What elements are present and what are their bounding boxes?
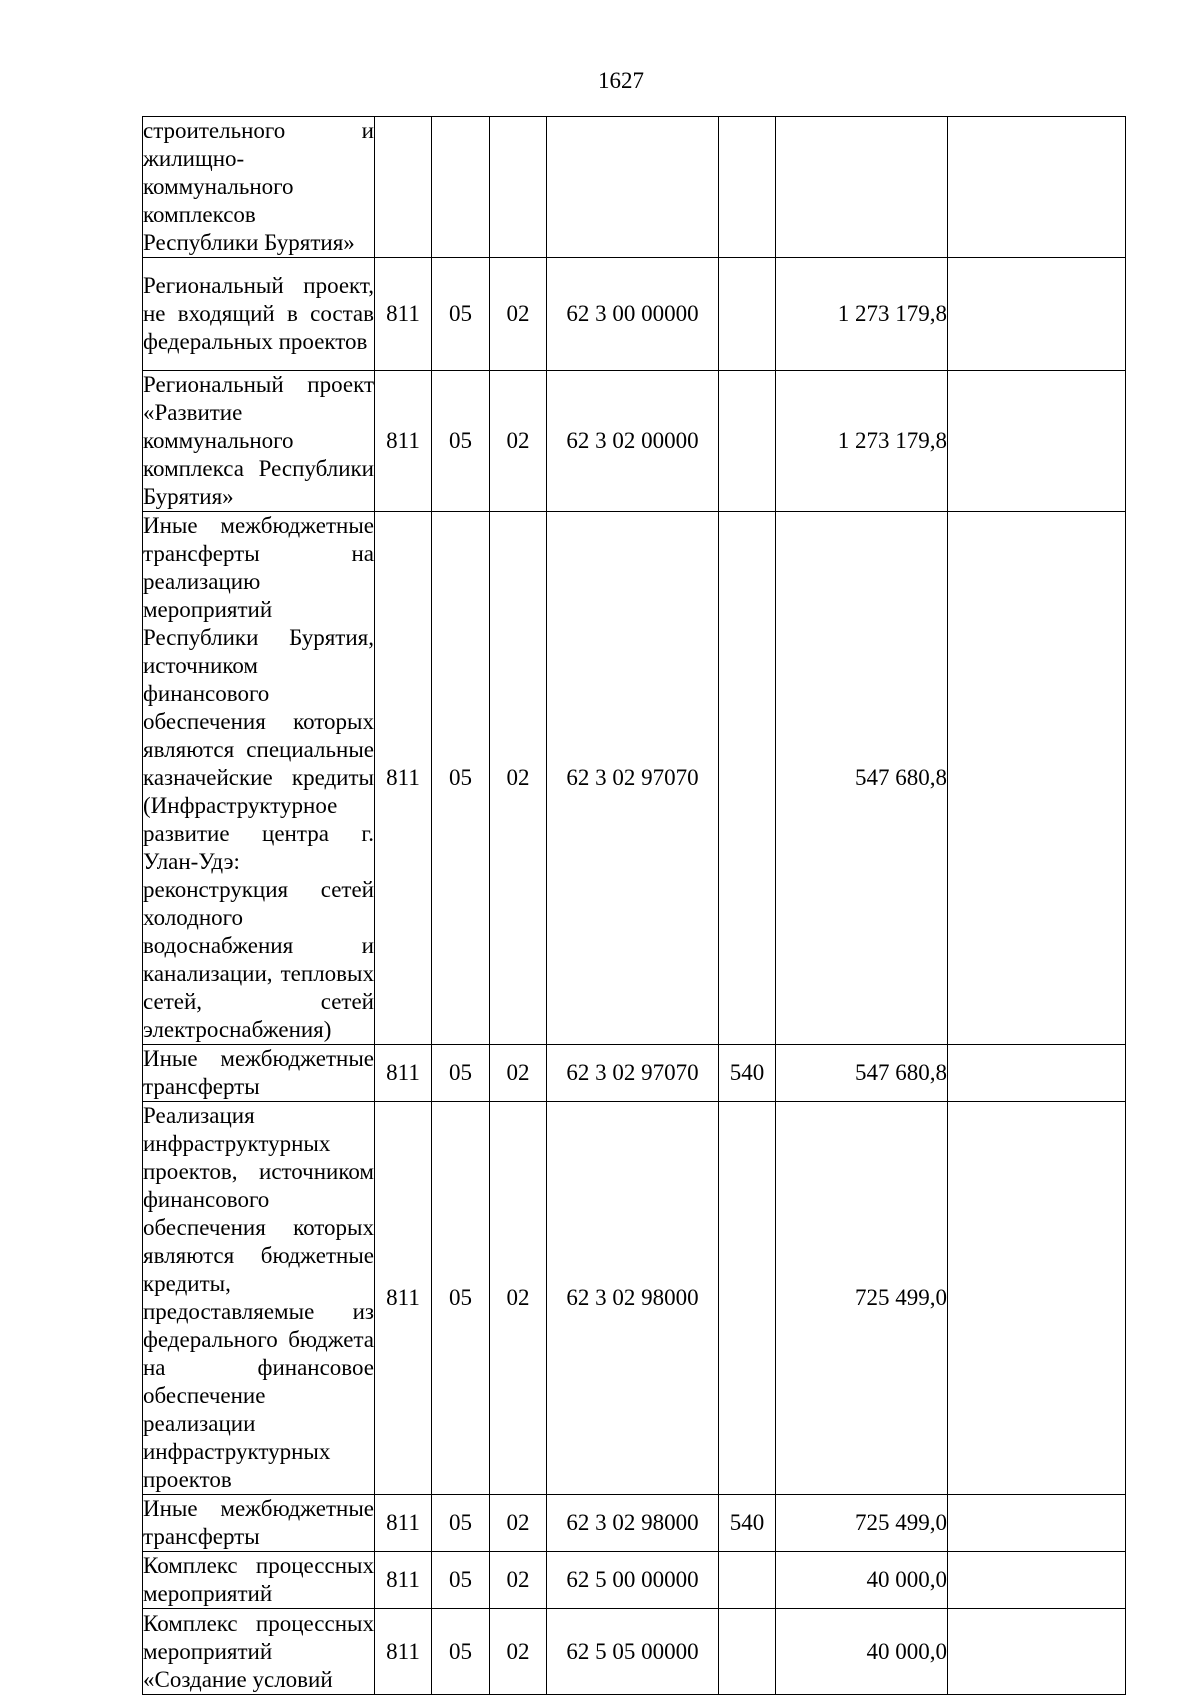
extra-cell [948, 1552, 1126, 1609]
table-row [143, 258, 1126, 371]
extra-cell [948, 1495, 1126, 1552]
row-name: Иные межбюджетные трансферты на реализацию мероприятий Республики Бурятия, источником финансового обеспечения которых являются специальные казначейские кредиты (Инфраструктурное развитие центра г. Улан-Удэ: реконструкция сетей холодного водоснабжения и канализации, тепловых сетей, сетей электроснабжения) [143, 512, 375, 1045]
extra-cell [948, 371, 1126, 512]
amount-cell: 547 680,8 [776, 1045, 948, 1102]
extra-cell [948, 117, 1126, 258]
extra-cell [948, 512, 1126, 1045]
rz-cell: 05 [432, 1102, 490, 1495]
extra-cell [948, 1045, 1126, 1102]
ved-cell: 811 [375, 512, 432, 1045]
amount-cell: 40 000,0 [776, 1609, 948, 1695]
csr-cell: 62 3 02 97070 [547, 1045, 719, 1102]
vr-cell [719, 1102, 776, 1495]
ved-cell: 811 [375, 1552, 432, 1609]
csr-cell: 62 3 00 00000 [547, 258, 719, 371]
ved-cell: 811 [375, 371, 432, 512]
row-name: Региональный проект, не входящий в состав федеральных проектов [143, 258, 375, 371]
table-row [143, 117, 1126, 258]
vr-cell [719, 258, 776, 371]
table-row [143, 1102, 1126, 1495]
amount-cell: 547 680,8 [776, 512, 948, 1045]
table-row [143, 1045, 1126, 1102]
vr-cell [719, 512, 776, 1045]
rz-cell: 05 [432, 1495, 490, 1552]
rz-cell: 05 [432, 258, 490, 371]
extra-cell [948, 1102, 1126, 1495]
row-name: Реализация инфраструктурных проектов, источником финансового обеспечения которых являются бюджетные кредиты, предоставляемые из федерального бюджета на финансовое обеспечение реализации инфраструктурных проектов [143, 1102, 375, 1495]
rz-cell [432, 117, 490, 258]
vr-cell [719, 1552, 776, 1609]
table-row [143, 1552, 1126, 1609]
pr-cell: 02 [490, 1609, 547, 1695]
ved-cell: 811 [375, 1609, 432, 1695]
ved-cell [375, 117, 432, 258]
pr-cell: 02 [490, 258, 547, 371]
amount-cell: 1 273 179,8 [776, 258, 948, 371]
row-name: Региональный проект «Развитие коммунального комплекса Республики Бурятия» [143, 371, 375, 512]
pr-cell [490, 117, 547, 258]
amount-cell: 725 499,0 [776, 1102, 948, 1495]
ved-cell: 811 [375, 1495, 432, 1552]
row-name: Комплекс процессных мероприятий «Создание условий [143, 1609, 375, 1695]
amount-cell: 725 499,0 [776, 1495, 948, 1552]
rz-cell: 05 [432, 371, 490, 512]
pr-cell: 02 [490, 1495, 547, 1552]
table-row [143, 1609, 1126, 1695]
amount-cell: 1 273 179,8 [776, 371, 948, 512]
vr-cell: 540 [719, 1045, 776, 1102]
extra-cell [948, 258, 1126, 371]
rz-cell: 05 [432, 512, 490, 1045]
rz-cell: 05 [432, 1609, 490, 1695]
row-name: Иные межбюджетные трансферты [143, 1495, 375, 1552]
amount-cell: 40 000,0 [776, 1552, 948, 1609]
csr-cell: 62 3 02 98000 [547, 1495, 719, 1552]
amount-cell [776, 117, 948, 258]
extra-cell [948, 1609, 1126, 1695]
pr-cell: 02 [490, 512, 547, 1045]
csr-cell: 62 5 05 00000 [547, 1609, 719, 1695]
budget-table [142, 116, 1126, 1695]
table-row [143, 371, 1126, 512]
vr-cell [719, 1609, 776, 1695]
row-name: Иные межбюджетные трансферты [143, 1045, 375, 1102]
rz-cell: 05 [432, 1045, 490, 1102]
pr-cell: 02 [490, 1552, 547, 1609]
vr-cell [719, 117, 776, 258]
row-name: Комплекс процессных мероприятий [143, 1552, 375, 1609]
page-number: 1627 [598, 68, 644, 93]
table-row [143, 1495, 1126, 1552]
table-row [143, 512, 1126, 1045]
pr-cell: 02 [490, 1045, 547, 1102]
ved-cell: 811 [375, 1045, 432, 1102]
csr-cell: 62 5 00 00000 [547, 1552, 719, 1609]
ved-cell: 811 [375, 258, 432, 371]
row-name: строительного и жилищно-коммунального комплексов Республики Бурятия» [143, 117, 375, 258]
pr-cell: 02 [490, 371, 547, 512]
ved-cell: 811 [375, 1102, 432, 1495]
csr-cell [547, 117, 719, 258]
vr-cell [719, 371, 776, 512]
csr-cell: 62 3 02 00000 [547, 371, 719, 512]
csr-cell: 62 3 02 97070 [547, 512, 719, 1045]
rz-cell: 05 [432, 1552, 490, 1609]
vr-cell: 540 [719, 1495, 776, 1552]
csr-cell: 62 3 02 98000 [547, 1102, 719, 1495]
pr-cell: 02 [490, 1102, 547, 1495]
